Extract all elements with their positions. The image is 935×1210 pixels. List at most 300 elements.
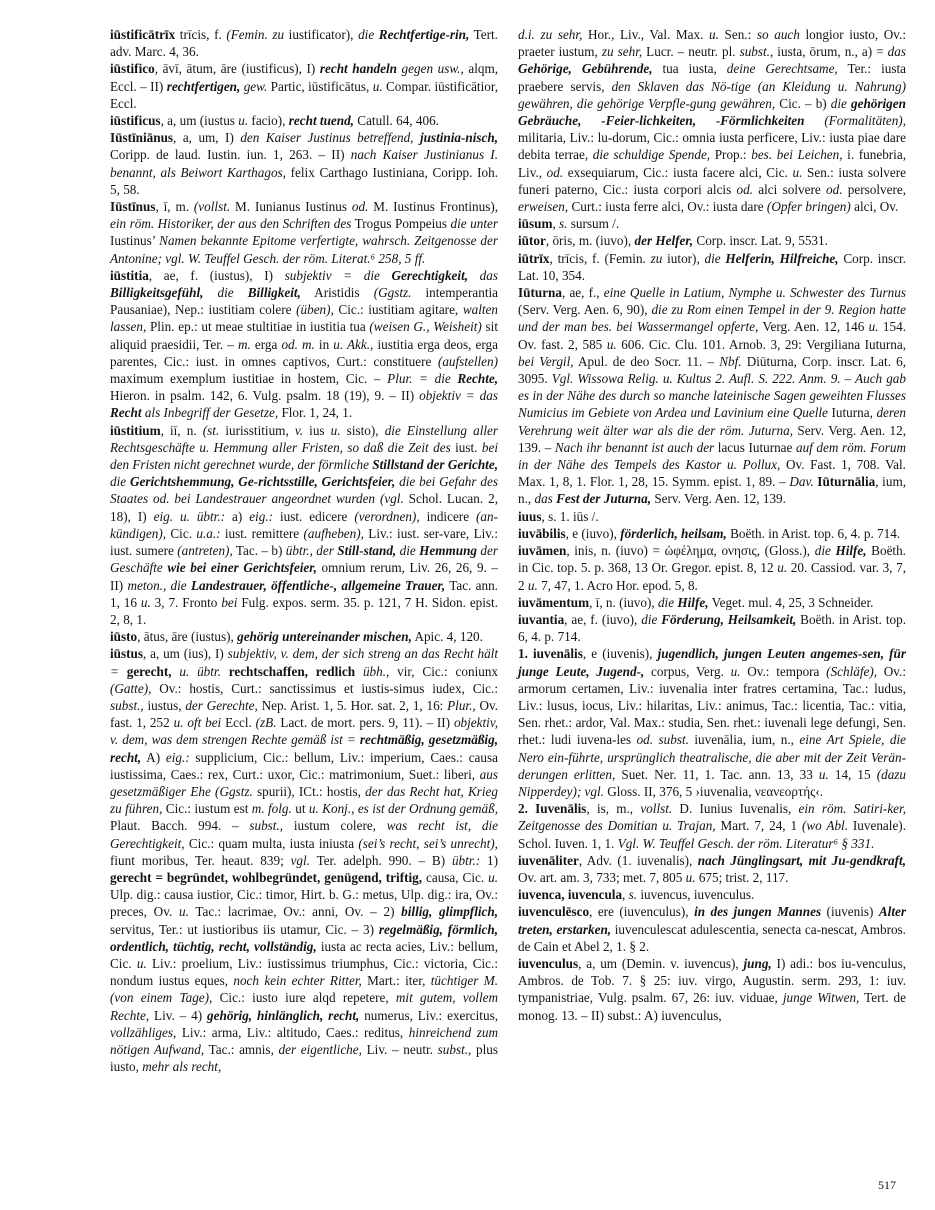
entry-text: Tac. ann. 1, 16 <box>110 577 498 610</box>
entry-text: die <box>704 250 726 266</box>
dictionary-entry <box>518 955 906 1024</box>
entry-text: u. übtr. <box>171 663 229 679</box>
headword: iuvantia <box>518 611 565 627</box>
entry-text: servitus, Ter.: ut iustioribus iis utamur, Cic. – 3) <box>110 921 379 937</box>
entry-text: 1) <box>480 852 498 868</box>
entry-text: aus gesetzmäßiger Ehe (Ggstz. <box>110 766 498 799</box>
headword: 1. iuvenālis <box>518 646 583 662</box>
entry-text: M. Iunianus Iustinus <box>230 199 352 215</box>
headword: iuvenca, iuvencula <box>518 887 623 903</box>
entry-text: I) adi.: bos iu-venculus, Ambros. de Tob. 7. § 25: iuv. virgo, Augustin. serm. 293, 1: iuv. tympanistriae, Vulg. psalm. 67, 26: iuv. viduae, <box>518 955 907 1006</box>
entry-text: als Inbegriff der Gesetze, <box>141 405 279 421</box>
entry-text: numerus, Liv.: exercitus, <box>359 1007 498 1023</box>
entry-text: alqm, Eccl. – II) <box>110 61 499 94</box>
entry-text: Tac. – b) <box>232 543 286 559</box>
entry-text: omnium rerum, Liv. 26, 26, 9. – II) <box>110 560 499 593</box>
entry-text: tua iusta, <box>652 61 727 77</box>
entry-text: recht handeln <box>319 61 397 77</box>
entry-text: Plaut. Bacch. 994. – <box>110 818 250 834</box>
entry-text: exsequiarum, Cic.: iusta facere alci, Cic. <box>563 164 793 180</box>
entry-text: , ae, f., <box>561 285 604 301</box>
entry-text: Plin. ep.: ut meae stultitiae in iustitia tua <box>146 319 370 335</box>
entry-text: regelmäßig, förmlich, ordentlich, tüchtig, recht, vollständig, <box>110 921 498 954</box>
entry-text: corpus, Verg. <box>644 663 731 679</box>
entry-text: gew. <box>240 78 268 94</box>
entry-text: deren Verehrung weit älter war als die der röm. Juturna, <box>518 405 906 438</box>
entry-text: Compar. iūstificātior, Eccl. <box>110 78 499 111</box>
entry-text: (aufstellen) <box>437 353 498 369</box>
entry-text: , ī, m. <box>155 199 194 215</box>
entry-text: Eccl. <box>221 715 256 731</box>
entry-text: , a, um (iustus <box>160 113 239 129</box>
entry-text: Vgl. Wissowa Relig. u. Kultus 2. Aufl. S. 222. Anm. 9. – Auch gab es in der Nähe des durch so manche lateinische Sagen geweihten Flusses Numicius im Gebiete von Ardea und Lavinium eine Quelle <box>518 371 906 421</box>
dictionary-entry <box>110 198 498 267</box>
entry-text: Schol. Lucan. 2, 18), I) <box>110 491 498 524</box>
entry-text: ut <box>291 801 309 817</box>
entry-text: Serv. Verg. Aen. 12, 139. <box>651 491 786 507</box>
entry-text: eig.: <box>249 508 274 524</box>
entry-text: subst., <box>739 44 774 60</box>
entry-text: , <box>552 216 560 232</box>
entry-text: Serv. Verg. Aen. 12, 139. – <box>518 422 906 455</box>
entry-text: erga <box>250 336 282 352</box>
entry-text: 154. Ov. fast. 2, 585 <box>518 319 907 352</box>
entry-text: , ae, f. (iuvo), <box>564 611 642 627</box>
entry-text: sit aliquid praesidii, Ter. – <box>110 319 499 352</box>
entry-text: die <box>814 543 836 559</box>
entry-text: Cic.: iusto iure alqd repetere, <box>212 990 396 1006</box>
entry-text: Liv.: arma, Liv.: altitudo, Caes.: reditus, <box>176 1024 409 1040</box>
entry-text: objektiv = das <box>419 388 498 404</box>
headword: iūsto <box>110 629 138 645</box>
entry-text: Prop.: <box>710 147 752 163</box>
entry-text: eig.: <box>165 749 190 765</box>
entry-text: die <box>110 474 130 490</box>
entry-text: rechtmäßig, gesetzmäßig, recht, <box>110 732 498 765</box>
entry-text: Tert. de monog. 13. – II) subst.: A) iuvenculus, <box>518 990 906 1023</box>
entry-text: u. <box>136 955 147 971</box>
entry-text: justinia-nisch, <box>419 130 498 146</box>
entry-text: Ov.: armorum certamen, Liv.: iuvenalia inter fratres certamina, Tac.: ludus, Liv.: lusus, iocus, Liv.: hilaritas, Liv.: animus, Tac.: licentia, Tac.: vitia, Sen. rhet.: ardor, Val. Max.: studia, Sen. rhet.: iuvenali lege defungi, Sen. rhet.: ludi iuvena-les <box>518 663 906 748</box>
entry-text: (weisen G., Weisheit) <box>369 319 482 335</box>
entry-text: Lact. de mort. pers. 9, 11). – II) <box>276 715 454 731</box>
entry-text: u. <box>730 663 741 679</box>
entry-text: Diūturna, Corp. inscr. Lat. 6, 3095. <box>518 353 907 387</box>
dictionary-entry <box>110 129 498 198</box>
entry-text: Hilfe, <box>677 594 709 610</box>
entry-text: Tac.: amnis, <box>204 1041 279 1057</box>
entry-text: nach Jünglingsart, mit Ju-gendkraft, <box>697 852 906 868</box>
entry-text: iustum colere, <box>283 818 387 834</box>
entry-text: die bei Gefahr des Staates od. bei Landestrauer angeordnet wurden (vgl. <box>110 474 498 507</box>
entry-text: recht tuend, <box>288 113 354 129</box>
entry-text: Trogus Pompeius <box>351 216 451 232</box>
entry-text: Boëth. in Cic. top. 5. p. 368, 13 Or. Gregor. epist. 8, 12 <box>518 543 906 576</box>
entry-text: Cic. <box>166 525 197 541</box>
entry-text: die <box>641 611 662 627</box>
headword: iuvenāliter <box>518 852 579 868</box>
entry-text: Alter treten, erstarken, <box>518 904 906 937</box>
entry-text: trīcis, f. <box>175 27 227 42</box>
entry-text: Coripp. de laud. Iustin. iun. 1, 263. – II) <box>110 147 351 163</box>
entry-text: bes. bei Leichen, <box>751 147 843 163</box>
entry-text: eig. u. übtr.: <box>153 508 226 524</box>
dictionary-entry <box>110 26 498 60</box>
entry-text: Iuvenale). Schol. Iuven. 1, 1. <box>518 818 906 851</box>
entry-text: facio), <box>248 113 289 129</box>
entry-text: Mart.: iter, <box>361 973 431 989</box>
entry-text: 14, 15 <box>828 766 877 782</box>
entry-text: Boëth. in Arist. top. 6, 4. p. 714. <box>518 611 906 645</box>
entry-text: , ium, n., <box>518 474 906 507</box>
entry-text: maximum exemplum iustitiae in hostem, Cic. – <box>110 371 388 387</box>
entry-text: Billigkeit, <box>247 285 301 301</box>
entry-text: nach Kaiser Justinianus I. benannt, als Beiwort Karthagos, <box>110 147 498 180</box>
entry-text: Verg. Aen. 12, 146 <box>758 319 869 335</box>
entry-text: (vollst. <box>193 199 231 215</box>
entry-text: u. <box>330 422 341 438</box>
entry-text: der eigentliche, <box>278 1041 362 1057</box>
entry-text: , Adv. (1. iuvenalis), <box>578 852 698 868</box>
entry-text: in des jungen Mannes <box>694 904 822 920</box>
entry-text: Tert. adv. Marc. 4, 36. <box>110 27 498 60</box>
entry-text: u.a.: <box>196 525 221 541</box>
dictionary-entry <box>518 215 906 232</box>
entry-text: Cic. – b) <box>775 95 831 111</box>
entry-text: , iī, n. <box>160 422 203 438</box>
entry-text: vgl. <box>290 852 310 868</box>
entry-text: Helferin, Hilfreiche, <box>725 250 839 266</box>
entry-text: Sen.: iusta solvere funeri paterno, Cic.: iusta corpori alcis <box>518 164 906 197</box>
entry-text: rechtfertigen, <box>166 78 241 94</box>
entry-text: Corp. inscr. Lat. 9, 5531. <box>693 233 828 249</box>
headword: iūstitia <box>110 267 149 283</box>
entry-text: (st. <box>202 422 220 438</box>
entry-text: iusta ac recta acies, Liv.: bellum, Cic. <box>110 938 498 971</box>
entry-text: gerecht = begründet, wohlbegründet, genügend, triftig, <box>110 869 423 885</box>
entry-text: , a, um (Demin. v. iuvencus), <box>578 955 744 971</box>
entry-text: der das Recht hat, Krieg zu führen, <box>110 783 498 817</box>
entry-text: iust. <box>450 439 482 455</box>
entry-text: iustitia erga deos, erga parentes, Cic.: iust. in omnes captivos, Curt.: constituere <box>110 336 498 369</box>
headword: iūsum <box>518 216 553 232</box>
entry-text: Aristidis <box>300 285 374 301</box>
entry-text: u. <box>709 27 719 42</box>
entry-text: übh., <box>355 663 390 679</box>
headword: iuvenculus <box>518 955 579 971</box>
entry-text: iuvenālia, ium, n., <box>688 732 800 748</box>
entry-text: M. Iustinus Frontinus), <box>368 199 499 215</box>
entry-text: die zu Rom einen Tempel in der 9. Region hatte und der man bes. bei Wassermangel opferte, <box>518 302 906 335</box>
entry-text: (zB. <box>255 715 277 731</box>
entry-text: das <box>534 491 557 507</box>
entry-text: od. <box>351 199 369 215</box>
entry-text: Liv. – 4) <box>149 1007 208 1023</box>
headword: iūstificus <box>110 113 161 129</box>
entry-text: wie bei einer Gerichtsfeier, <box>167 560 317 576</box>
entry-text: tüchtiger M. (von einem Tage), <box>110 973 498 1006</box>
entry-text: (aufheben), <box>303 525 364 541</box>
entry-text: Hieron. in psalm. 142, 6. Vulg. psalm. 18 (19), 9. – II) <box>110 388 420 404</box>
entry-text: bei den Fristen nicht gerechnet wurde, der förmliche <box>110 439 498 473</box>
entry-text: (iuvenis) <box>821 904 879 920</box>
entry-text: Gehörige, Gebührende, <box>518 61 653 77</box>
entry-text: u. <box>792 164 803 180</box>
headword: iūstificātrīx <box>110 27 176 42</box>
headword: iuvenculēsco <box>518 904 590 920</box>
entry-text: Plur., <box>447 697 476 713</box>
entry-text: Ov.: tempora <box>740 663 827 679</box>
entry-text: Ov. Fast. 1, 708. Val. Max. 1, 8, 1. Flor. 1, 28, 15. Symm. epist. 1, 89. – <box>518 457 906 490</box>
entry-text: u. <box>238 113 249 129</box>
entry-text: Cic.: iustum est <box>162 801 252 817</box>
entry-text: indicere <box>419 508 477 524</box>
entry-text: jung, <box>743 955 772 971</box>
entry-text: , ae, f. (iustus), I) <box>148 267 285 283</box>
entry-text: iustificator), <box>284 27 359 42</box>
entry-text: Förderung, Heilsamkeit, <box>661 611 797 627</box>
entry-text: Liv.: iust. ser-vare, Liv.: iust. sumere <box>110 525 498 559</box>
entry-text: , ōris, m. (iuvo), <box>545 233 635 249</box>
entry-text: Nach ihr benannt ist auch der <box>554 439 715 455</box>
entry-text: meton., die <box>127 577 191 593</box>
entry-text: Plur. = die <box>387 371 458 387</box>
entry-text: Ter. adelph. 990. – B) <box>309 852 452 868</box>
dictionary-entry <box>518 886 906 903</box>
entry-text: Iuturna, <box>827 405 877 421</box>
entry-text: s. <box>559 216 568 232</box>
entry-text: u. <box>685 869 696 885</box>
entry-text: Veget. mul. 4, 25, 3 Schneider. <box>708 594 874 610</box>
entry-text: ein röm. Satiri-ker, Zeitgenosse des Domitian u. Trajan, <box>518 801 906 834</box>
entry-text: 20. Cassiod. var. 3, 7, 2 <box>518 560 906 593</box>
entry-text: 3, 7. Fronto <box>150 594 222 610</box>
entry-text: (Femin. zu <box>226 27 285 42</box>
entry-text: Boëth. in Arist. top. 6, 4. p. 714. <box>726 525 901 541</box>
entry-text: iustus, <box>143 697 186 713</box>
entry-text: den Sklaven das Nö-tige (an Kleidung u. Nahrung) gewähren, die gehörige Verpfle-gung gewähren, <box>518 78 906 111</box>
dictionary-entry <box>110 422 498 628</box>
entry-text: erweisen, <box>518 199 569 215</box>
entry-text: Fulg. expos. serm. 35. p. 121, 7 H. Sidon. epist. 2, 8, 1. <box>110 594 499 627</box>
entry-text: Ov.: hostis, Curt.: sanctissimus et iustis-simus iudex, Cic.: <box>151 680 498 696</box>
entry-text: Billigkeitsgefühl, <box>110 285 204 301</box>
entry-text: Liv.: proelium, Liv.: iustissimus triumphus, Cic.: victoria, Cic.: nondum iustus eques, <box>110 955 498 989</box>
entry-text: Rechtfertige-rin, <box>378 27 470 42</box>
entry-text: die <box>358 27 379 42</box>
headword: iūtrīx <box>518 250 550 266</box>
entry-text: übtr., der <box>285 543 338 559</box>
entry-text: a) <box>225 508 250 524</box>
headword: Iūstīnus <box>110 199 156 215</box>
entry-text: od. subst. <box>636 732 689 748</box>
right-column <box>518 26 906 1024</box>
entry-text: Ov. art. am. 3, 733; met. 7, 805 <box>518 869 686 885</box>
headword: 2. Iuvenālis <box>518 801 587 817</box>
entry-text: od. <box>736 181 753 197</box>
entry-text: u. <box>140 594 151 610</box>
entry-text: (antreten), <box>177 543 233 559</box>
headword: iuvāmen <box>518 543 567 559</box>
entry-text: u. <box>527 577 538 593</box>
entry-text: u. <box>777 560 788 576</box>
entry-text: Landestrauer, öffentliche-, allgemeine Trauer, <box>190 577 446 593</box>
dictionary-entry <box>110 112 498 129</box>
entry-text: subst., <box>110 697 144 713</box>
entry-text: objektiv, v. dem, was dem strengen Rechte gemäß ist = <box>110 715 498 748</box>
headword: iūstus <box>110 646 143 662</box>
dictionary-entry <box>518 903 906 955</box>
entry-text: i. funebria, Liv., <box>518 147 906 180</box>
entry-text: gerecht, <box>126 663 172 679</box>
entry-text: Stillstand der Gerichte, <box>372 457 499 473</box>
entry-text: Catull. 64, 406. <box>353 113 439 129</box>
entry-text: Rechte, <box>457 371 499 387</box>
dictionary-entry <box>518 542 906 594</box>
entry-text: Mart. 7, 24, 1 <box>715 818 802 834</box>
entry-text: Namen bekannte Epitome verfertigte, wahrsch. Zeitgenosse der Antonine; vgl. W. Teuffel Gesch. der röm. Literat.⁶ 258, 5 ff. <box>110 233 498 266</box>
entry-text: v. <box>294 422 304 438</box>
entry-text: , ī, n. (iuvo), <box>589 594 658 610</box>
entry-text: (verordnen), <box>354 508 420 524</box>
entry-text: felix Carthago Iustiniana, Coripp. Ioh. 5, 58. <box>110 164 498 197</box>
entry-text: vollzähliges, <box>110 1024 177 1040</box>
entry-text: (Formalitäten), <box>804 113 906 129</box>
entry-text: Iustinus’ <box>110 233 160 249</box>
dictionary-entry <box>518 594 906 611</box>
entry-text: 675; trist. 2, 117. <box>695 869 789 885</box>
entry-text: ius <box>303 422 331 438</box>
entry-text: sursum /. <box>567 216 620 232</box>
headword: Iūturna <box>518 285 562 301</box>
entry-text: u. oft bei <box>173 715 222 731</box>
entry-text: u. <box>606 336 617 352</box>
dictionary-entry <box>110 267 498 422</box>
entry-text: das <box>468 267 498 283</box>
entry-text: Still-stand, <box>337 543 397 559</box>
entry-text: , e (iuvenis), <box>582 646 658 662</box>
entry-text: Recht <box>110 405 142 421</box>
entry-text: Corp. inscr. Lat. 10, 354. <box>518 250 907 283</box>
entry-text: iuvenculescat adulescentia, senecta ca-nescat, Ambros. de Cain et Abel 2, 1. § 2. <box>518 921 906 954</box>
entry-text: subjektiv, v. dem, der sich streng an das Recht hält = <box>110 646 498 679</box>
dictionary-entry <box>518 645 906 800</box>
entry-text: , s. 1. iūs /. <box>541 508 599 524</box>
entry-text: spurii), ICt.: hostis, <box>252 783 366 799</box>
entry-text: Liv. – neutr. <box>361 1041 438 1057</box>
entry-text: 606. Cic. Clu. 101. Arnob. 3, 29: Vergiliana Iuturna, <box>616 336 906 352</box>
entry-text: mit gutem, vollem Rechte, <box>110 990 498 1023</box>
entry-text: lacus Iuturnae <box>714 439 796 455</box>
entry-text: Cic.: iustitiam agitare, <box>333 302 463 318</box>
headword: iūstitium <box>110 422 161 438</box>
entry-text: iutor), <box>662 250 705 266</box>
entry-text: persolvere, <box>842 181 906 197</box>
entry-text: Tac.: lacrimae, Ov.: anni, Ov. – 2) <box>188 904 402 920</box>
entry-text: iust. remittere <box>220 525 304 541</box>
entry-text: Apul. de deo Socr. 11. – <box>573 353 720 369</box>
entry-text: Gerichtshemmung, Ge-richtsstille, Gerichtsfeier, <box>130 474 396 490</box>
entry-text: alci, Ov. <box>850 199 899 215</box>
entry-text: subst., <box>437 1041 472 1057</box>
entry-text: der Gerechte, <box>185 697 258 713</box>
headword: iūtor <box>518 233 546 249</box>
entry-text: zu <box>650 250 663 266</box>
entry-text: Ter.: iusta praebere servis, <box>518 61 906 94</box>
headword: iūstifico <box>110 61 155 77</box>
entry-text: Gloss. II, 376, 5 ›iuvenalia, νεανεορτής‹. <box>603 783 824 799</box>
entry-text: iuvencus, iuvenculus. <box>637 887 755 903</box>
entry-text: in <box>314 336 334 352</box>
entry-text: od. <box>826 181 843 197</box>
entry-text: gehörig, hinlänglich, recht, <box>207 1007 360 1023</box>
entry-text: Apic. 4, 120. <box>411 629 483 645</box>
entry-text: gehörig untereinander mischen, <box>237 629 412 645</box>
headword: iuvābilis <box>518 525 566 541</box>
entry-text: iust. edicere <box>273 508 355 524</box>
entry-text: (wo Abl. <box>801 818 849 834</box>
entry-text: causa, Cic. <box>422 869 489 885</box>
entry-text: vir, Cic.: coniunx <box>389 663 499 679</box>
dictionary-entry <box>518 232 906 249</box>
entry-text: der Helfer, <box>634 233 694 249</box>
entry-text: hinreichend zum nötigen Aufwand, <box>110 1024 499 1057</box>
entry-text: u. <box>178 904 189 920</box>
entry-text: (dazu Nipperdey); vgl. <box>518 766 907 799</box>
entry-text: den Kaiser Justinus betreffend, <box>240 130 420 146</box>
entry-text: vollst. <box>640 801 673 817</box>
entry-text: junge Witwen, <box>782 990 860 1006</box>
entry-text: (Gatte), <box>110 680 152 696</box>
entry-text: die unter <box>450 216 498 232</box>
entry-text: (an-kündigen), <box>110 508 498 541</box>
dictionary-entry <box>110 628 498 645</box>
entry-text: u. <box>372 78 383 94</box>
entry-text: Sen.: <box>718 27 757 42</box>
entry-text: sisto), <box>340 422 385 438</box>
entry-text: übtr.: <box>451 852 481 868</box>
entry-text: iurisstitium, <box>219 422 295 438</box>
dictionary-entry <box>518 508 906 525</box>
entry-text: die <box>396 543 420 559</box>
entry-text: die <box>203 285 248 301</box>
dictionary-entry <box>518 525 906 542</box>
entry-text: billig, glimpflich, <box>401 904 499 920</box>
entry-text: u. <box>818 766 829 782</box>
dictionary-entry <box>110 645 498 1075</box>
entry-text: , a, um, I) <box>173 130 241 146</box>
dictionary-entry <box>518 26 906 215</box>
entry-text: Ov. fast. 1, 252 <box>110 697 499 731</box>
entry-text: militaria, Liv.: lu-dorum, Cic.: omnia iusta perficere, Liv.: iusta piae dare debita terrae, <box>518 130 906 163</box>
entry-text: bei Vergil, <box>518 353 574 369</box>
entry-text: Vgl. W. Teuffel Gesch. der röm. Literatur⁶ § 331. <box>617 835 875 851</box>
entry-text: Iūturnālia <box>813 474 876 490</box>
entry-text: (Schläfe), <box>826 663 878 679</box>
entry-text: d.i. zu sehr, <box>518 27 583 42</box>
entry-text: (sei’s recht, sei’s unrecht), <box>358 835 498 851</box>
entry-text: , is, m., <box>586 801 641 817</box>
entry-text: , <box>622 887 629 903</box>
entry-text: Dav. <box>789 474 814 490</box>
entry-text: Nep. Arist. 1, 5. Hor. sat. 2, 1, 16: <box>257 697 448 713</box>
dictionary-entry <box>518 800 906 852</box>
entry-text: D. Iunius Iuvenalis, <box>672 801 799 817</box>
dictionary-entry <box>518 250 906 284</box>
entry-text: , e (iuvo), <box>565 525 621 541</box>
entry-text: Flor. 1, 24, 1. <box>278 405 353 421</box>
entry-text: Nbf. <box>719 353 742 369</box>
